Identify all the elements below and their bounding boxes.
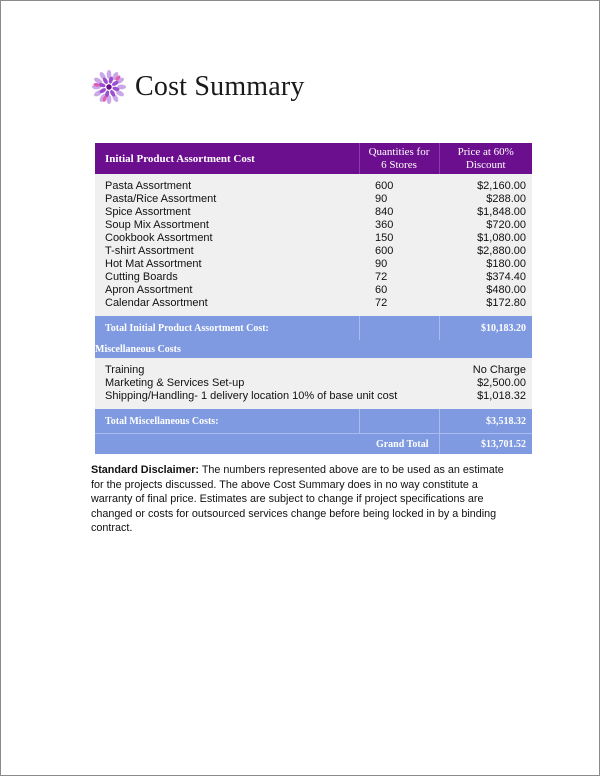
header-qty-line1: Quantities for bbox=[368, 145, 430, 158]
table-row bbox=[95, 193, 532, 206]
table-row bbox=[95, 297, 532, 310]
table-row bbox=[95, 284, 532, 297]
product-price: $480.00 bbox=[439, 284, 532, 297]
misc-name: Marketing & Services Set-up bbox=[95, 377, 439, 390]
misc-total-label: Total Miscellaneous Costs: bbox=[95, 409, 359, 434]
product-name: Calendar Assortment bbox=[95, 297, 359, 310]
misc-header-row bbox=[95, 340, 532, 358]
misc-name: Training bbox=[95, 364, 439, 377]
table-row bbox=[95, 271, 532, 284]
product-name: Cookbook Assortment bbox=[95, 232, 359, 245]
header-price-line1: Price at 60% bbox=[457, 145, 514, 158]
product-price: $1,080.00 bbox=[439, 232, 532, 245]
header-quantities bbox=[359, 143, 439, 174]
header-price-line2: Discount bbox=[465, 158, 506, 171]
header-price bbox=[439, 143, 532, 174]
cost-table bbox=[95, 143, 532, 454]
product-qty: 150 bbox=[359, 232, 439, 245]
product-name: Soup Mix Assortment bbox=[95, 219, 359, 232]
disclaimer-text: The numbers represented above are to be used as an estimate for the projects discussed. The above Cost Summary does in no way constitute a warranty of final price. Estimates are subject to change if project specifications are changed or costs for outsourced services change before being locked in by a binding contract. bbox=[91, 464, 504, 534]
grand-total-label: Grand Total bbox=[95, 434, 439, 455]
table-row bbox=[95, 390, 532, 403]
product-total-row bbox=[95, 316, 532, 340]
product-name: Apron Assortment bbox=[95, 284, 359, 297]
product-price: $1,848.00 bbox=[439, 206, 532, 219]
product-price: $2,880.00 bbox=[439, 245, 532, 258]
product-price: $288.00 bbox=[439, 193, 532, 206]
misc-price: $2,500.00 bbox=[439, 377, 532, 390]
grand-total-value: $13,701.52 bbox=[439, 434, 532, 455]
product-total-label: Total Initial Product Assortment Cost: bbox=[95, 316, 359, 340]
misc-total-row bbox=[95, 409, 532, 434]
product-qty: 840 bbox=[359, 206, 439, 219]
header-item: Initial Product Assortment Cost bbox=[95, 143, 359, 174]
table-row bbox=[95, 258, 532, 271]
product-name: Pasta Assortment bbox=[95, 180, 359, 193]
misc-total-value: $3,518.32 bbox=[439, 409, 532, 434]
header-qty-line2: 6 Stores bbox=[381, 158, 417, 171]
disclaimer-label: Standard Disclaimer: bbox=[91, 464, 200, 476]
table-row bbox=[95, 206, 532, 219]
product-qty: 72 bbox=[359, 271, 439, 284]
table-header-row bbox=[95, 143, 532, 174]
product-name: Hot Mat Assortment bbox=[95, 258, 359, 271]
product-qty: 72 bbox=[359, 297, 439, 310]
table-row bbox=[95, 219, 532, 232]
table-row bbox=[95, 364, 532, 377]
product-qty: 60 bbox=[359, 284, 439, 297]
product-qty: 90 bbox=[359, 193, 439, 206]
table-row bbox=[95, 245, 532, 258]
grand-total-row bbox=[95, 434, 532, 455]
table-row bbox=[95, 180, 532, 193]
table-row bbox=[95, 232, 532, 245]
misc-header: Miscellaneous Costs bbox=[95, 340, 532, 358]
misc-price: $1,018.32 bbox=[439, 390, 532, 403]
page-title: Cost Summary bbox=[135, 71, 305, 102]
product-qty: 600 bbox=[359, 245, 439, 258]
product-name: Spice Assortment bbox=[95, 206, 359, 219]
product-qty: 600 bbox=[359, 180, 439, 193]
product-total-value: $10,183.20 bbox=[439, 316, 532, 340]
misc-price: No Charge bbox=[439, 364, 532, 377]
product-price: $180.00 bbox=[439, 258, 532, 271]
disclaimer bbox=[91, 463, 511, 536]
table-row bbox=[95, 377, 532, 390]
product-price: $2,160.00 bbox=[439, 180, 532, 193]
product-name: Pasta/Rice Assortment bbox=[95, 193, 359, 206]
product-price: $720.00 bbox=[439, 219, 532, 232]
product-qty: 90 bbox=[359, 258, 439, 271]
product-name: T-shirt Assortment bbox=[95, 245, 359, 258]
product-qty: 360 bbox=[359, 219, 439, 232]
product-price: $172.80 bbox=[439, 297, 532, 310]
title-block bbox=[91, 67, 305, 107]
product-name: Cutting Boards bbox=[95, 271, 359, 284]
misc-name: Shipping/Handling- 1 delivery location 10% of base unit cost bbox=[95, 390, 439, 403]
purple-flower-icon bbox=[91, 69, 127, 105]
product-price: $374.40 bbox=[439, 271, 532, 284]
